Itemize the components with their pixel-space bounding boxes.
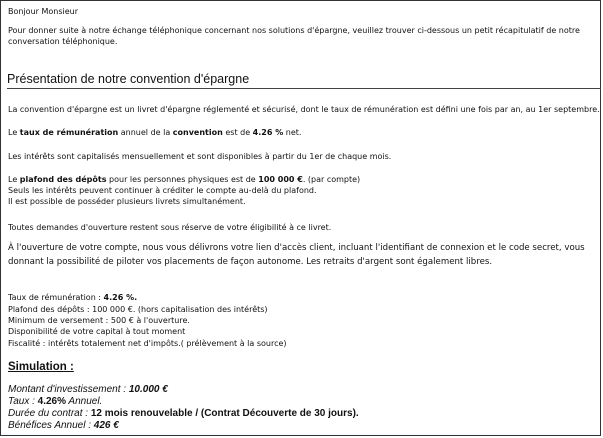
rate-statement [8, 127, 301, 138]
section-divider [7, 88, 601, 89]
summary-rate-label: Taux de rémunération : [8, 293, 104, 302]
ceiling-text-1: Le [8, 175, 20, 184]
rate-value: 4.26 % [252, 128, 284, 137]
simulation-title: Simulation : [8, 361, 74, 373]
ceiling-note: Seuls les intérêts peuvent continuer à créditer le compte au-delà du plafond. [8, 186, 317, 195]
summary-ceiling: Plafond des dépôts : 100 000 €. (hors capitalisation des intérêts) [8, 305, 268, 314]
eligibility-note: Toutes demandes d'ouverture restent sous réserve de votre éligibilité à ce livret. [8, 223, 332, 232]
opening-paragraph: À l'ouverture de votre compte, nous vous délivrons votre lien d'accès client, incluant l'identifiant de connexion et le code secret, vous donnant la possibilité de piloter vos placements de façon autonome. Les retraits d'argent sont également libres. [8, 243, 585, 267]
greeting: Bonjour Monsieur [8, 7, 79, 16]
intro-paragraph: Pour donner suite à notre échange téléphonique concernant nos solutions d'épargne, veuillez trouver ci-dessous un petit récapitulatif de notre conversation téléphonique. [8, 26, 580, 46]
rate-text-3: est de [222, 128, 253, 137]
ceiling-value: 100 000 € [258, 175, 303, 184]
convention-description: La convention d'épargne est un livret d'épargne réglementé et sécurisé, dont le taux de rémunération est défini une fois par an, au 1er septembre. [8, 105, 600, 114]
rate-text-4: net. [283, 128, 302, 137]
rate-text-1: Le [8, 128, 20, 137]
summary-minimum: Minimum de versement : 500 € à l'ouverture. [8, 316, 190, 325]
deposit-ceiling [8, 174, 360, 185]
benefits-label: Bénéfices Annuel : [8, 420, 94, 431]
ceiling-text-bold-1: plafond des dépôts [19, 175, 107, 184]
investment-value: 10.000 € [128, 384, 168, 395]
rate-text-2: annuel de la [118, 128, 173, 137]
investment-label: Montant d'investissement : [8, 384, 129, 395]
duration-value: 12 mois renouvelable / (Contrat Découverte de 30 jours). [90, 408, 359, 419]
benefits-value: 426 € [93, 420, 119, 431]
simulation-rate [8, 396, 102, 408]
simulation-investment [8, 384, 168, 396]
summary-availability: Disponibilité de votre capital à tout moment [8, 327, 186, 336]
rate-text-bold-1: taux de rémunération [19, 128, 119, 137]
ceiling-text-2: pour les personnes physiques est de [106, 175, 259, 184]
summary-tax: Fiscalité : intérêts totalement net d'impôts.( prélèvement à la source) [8, 339, 287, 348]
summary-rate-value: 4.26 %. [103, 293, 138, 302]
sim-rate-label: Taux : [8, 396, 38, 407]
sim-rate-value: 4.26% [37, 396, 67, 407]
multiple-accounts-note: Il est possible de posséder plusieurs livrets simultanément. [8, 197, 246, 206]
sim-rate-suffix: Annuel. [66, 396, 103, 407]
interest-capitalization: Les intérêts sont capitalisés mensuellement et sont disponibles à partir du 1er de chaque mois. [8, 152, 392, 161]
section-title: Présentation de notre convention d'épargne [7, 72, 250, 86]
simulation-duration [8, 408, 359, 420]
simulation-benefits [8, 420, 119, 432]
summary-rate [8, 292, 137, 303]
ceiling-text-3: . (par compte) [302, 175, 361, 184]
rate-text-bold-2: convention [172, 128, 223, 137]
duration-label: Durée du contrat : [8, 408, 91, 419]
